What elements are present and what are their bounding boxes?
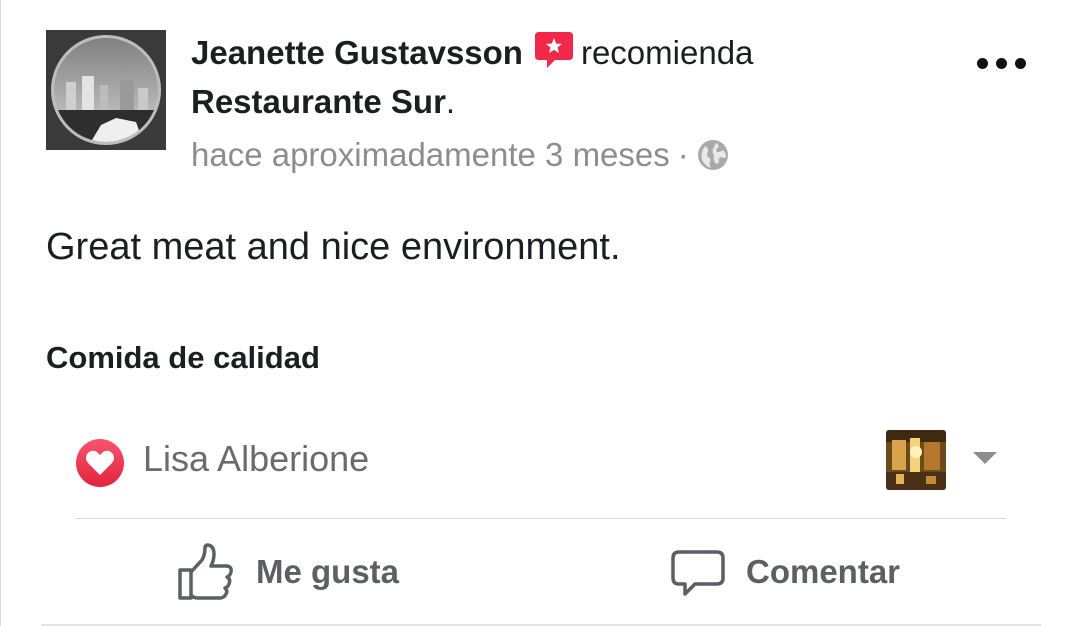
- like-label: Me gusta: [256, 553, 400, 590]
- page-name[interactable]: Restaurante Sur: [191, 83, 446, 120]
- like-button[interactable]: [176, 540, 436, 604]
- recommend-icon: [533, 30, 575, 81]
- avatar[interactable]: [46, 30, 166, 150]
- more-dot: [996, 58, 1007, 69]
- more-options-button[interactable]: [971, 48, 1031, 78]
- reactions-summary[interactable]: [75, 430, 1005, 492]
- reactor-thumbnail[interactable]: [886, 430, 946, 490]
- more-dot: [1015, 58, 1026, 69]
- post-text: Great meat and nice environment.: [46, 226, 621, 268]
- comment-label: Comentar: [746, 553, 901, 590]
- chevron-down-icon[interactable]: [973, 452, 997, 464]
- recommendation-tag: Comida de calidad: [46, 340, 320, 375]
- meta-separator: ·: [677, 136, 689, 173]
- more-dot: [977, 58, 988, 69]
- heart-icon: [75, 438, 125, 493]
- page-suffix: .: [445, 83, 456, 120]
- post-header-page: [191, 80, 455, 124]
- author-name[interactable]: Jeanette Gustavsson: [191, 34, 523, 71]
- post-header: [191, 30, 753, 81]
- thumbs-up-icon: [176, 542, 236, 602]
- globe-icon: [697, 139, 729, 181]
- timestamp[interactable]: hace aproximadamente 3 meses: [191, 136, 670, 173]
- comment-icon: [669, 542, 729, 602]
- reactor-name[interactable]: Lisa Alberione: [143, 438, 370, 479]
- recommend-label: recomienda: [580, 34, 754, 71]
- comment-button[interactable]: [669, 540, 929, 604]
- divider: [75, 518, 1006, 519]
- post-meta: [191, 134, 729, 181]
